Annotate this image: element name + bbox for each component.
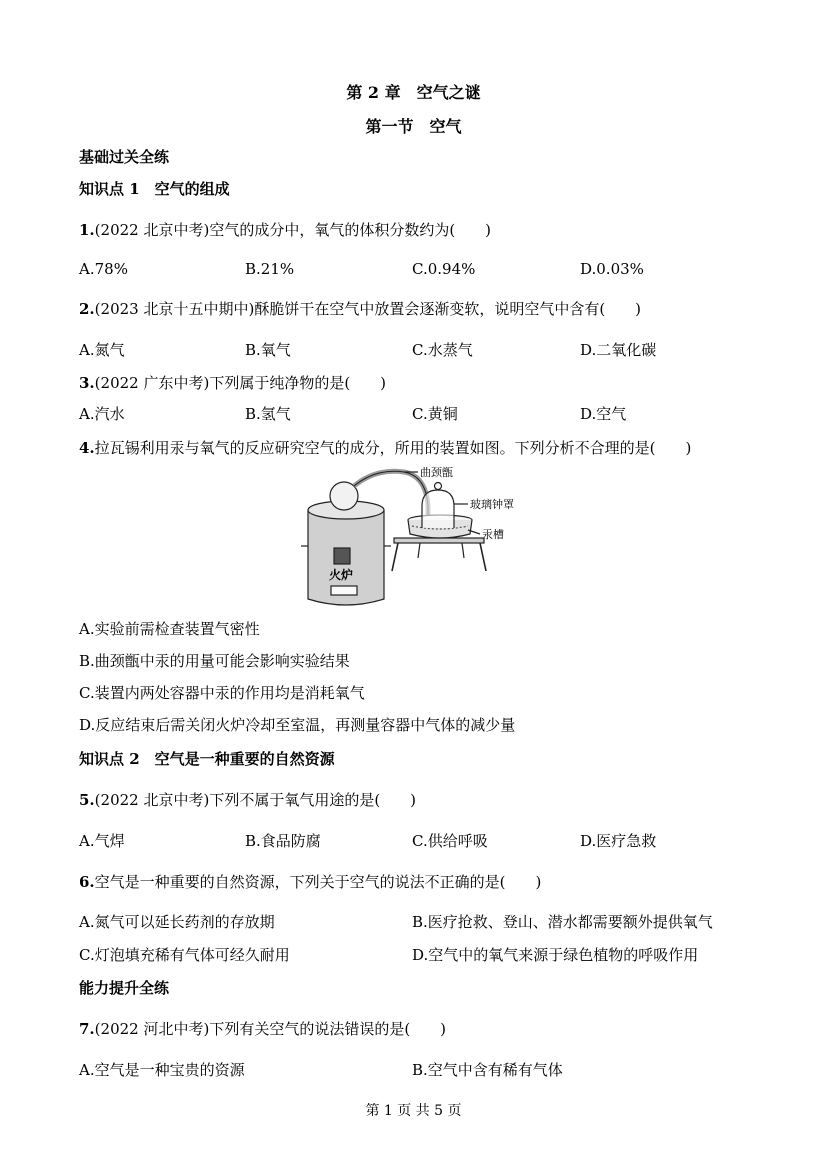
q4-option-b: B.曲颈甑中汞的用量可能会影响实验结果	[79, 652, 350, 670]
q1-option-a: A.78%	[79, 260, 128, 278]
label-mercury-trough: 汞槽	[482, 529, 504, 541]
question-number: 6.	[79, 873, 95, 891]
question-text: 空气是一种重要的自然资源，下列关于空气的说法不正确的是( )	[94, 873, 542, 891]
furnace-window	[334, 548, 350, 564]
furnace-vent	[331, 586, 357, 595]
label-furnace: 火炉	[329, 568, 354, 582]
question-6	[79, 871, 541, 892]
q4-option-a: A.实验前需检查装置气密性	[79, 620, 260, 638]
q6-option-d: D.空气中的氧气来源于绿色植物的呼吸作用	[412, 946, 699, 964]
q5-option-a: A.气焊	[79, 832, 125, 850]
question-number: 2.	[79, 300, 95, 318]
q2-option-b: B.氧气	[245, 341, 291, 359]
part-title-basic: 基础过关全练	[79, 148, 170, 166]
question-text: (2022 广东中考)下列属于纯净物的是( )	[94, 374, 387, 392]
q2-option-a: A.氮气	[79, 341, 125, 359]
q3-option-d: D.空气	[580, 405, 627, 423]
question-4	[79, 437, 691, 458]
label-retort: 曲颈甑	[420, 467, 453, 479]
question-text: 拉瓦锡利用汞与氧气的反应研究空气的成分，所用的装置如图。下列分析不合理的是( )	[94, 439, 692, 457]
question-2	[79, 298, 641, 319]
q4-option-d: D.反应结束后需关闭火炉冷却至室温，再测量容器中气体的减少量	[79, 716, 516, 734]
q1-option-c: C.0.94%	[412, 260, 476, 278]
q2-option-c: C.水蒸气	[412, 341, 473, 359]
knowledge-point-2-title: 知识点 2 空气是一种重要的自然资源	[79, 750, 335, 768]
question-text: (2023 北京十五中期中)酥脆饼干在空气中放置会逐渐变软，说明空气中含有( )	[94, 300, 642, 318]
q3-option-c: C.黄铜	[412, 405, 458, 423]
question-number: 1.	[79, 221, 95, 239]
question-5	[79, 789, 416, 810]
q1-option-b: B.21%	[245, 260, 295, 278]
q7-option-a: A.空气是一种宝贵的资源	[79, 1061, 245, 1079]
q6-option-a: A.氮气可以延长药剂的存放期	[79, 913, 275, 931]
chapter-title: 第 2 章 空气之谜	[346, 83, 481, 102]
knowledge-point-1-title: 知识点 1 空气的组成	[79, 180, 230, 198]
retort-flask	[330, 482, 358, 510]
question-text: (2022 北京中考)空气的成分中，氧气的体积分数约为( )	[94, 221, 492, 239]
question-3	[79, 372, 386, 393]
question-1	[79, 219, 491, 240]
q5-option-c: C.供给呼吸	[412, 832, 488, 850]
q6-option-c: C.灯泡填充稀有气体可经久耐用	[79, 946, 290, 964]
question-number: 5.	[79, 791, 95, 809]
label-bell-jar: 玻璃钟罩	[470, 499, 514, 511]
page-footer: 第 1 页 共 5 页	[365, 1103, 462, 1119]
q3-option-b: B.氢气	[245, 405, 291, 423]
question-7	[79, 1018, 446, 1039]
bell-jar	[422, 490, 454, 528]
question-number: 4.	[79, 439, 95, 457]
q5-option-d: D.医疗急救	[580, 832, 657, 850]
q7-option-b: B.空气中含有稀有气体	[412, 1061, 563, 1079]
section-title: 第一节 空气	[365, 117, 462, 136]
part-title-advanced: 能力提升全练	[79, 979, 170, 997]
q1-option-d: D.0.03%	[580, 260, 644, 278]
q5-option-b: B.食品防腐	[245, 832, 321, 850]
question-number: 7.	[79, 1020, 95, 1038]
q6-option-b: B.医疗抢救、登山、潜水都需要额外提供氧气	[412, 913, 713, 931]
table-top	[394, 538, 484, 543]
q3-option-a: A.汽水	[79, 405, 125, 423]
q4-option-c: C.装置内两处容器中汞的作用均是消耗氧气	[79, 684, 365, 702]
question-number: 3.	[79, 374, 95, 392]
lavoisier-apparatus-figure	[296, 466, 536, 616]
question-text: (2022 河北中考)下列有关空气的说法错误的是( )	[94, 1020, 447, 1038]
question-text: (2022 北京中考)下列不属于氧气用途的是( )	[94, 791, 417, 809]
bell-jar-knob	[435, 483, 442, 490]
q2-option-d: D.二氧化碳	[580, 341, 657, 359]
